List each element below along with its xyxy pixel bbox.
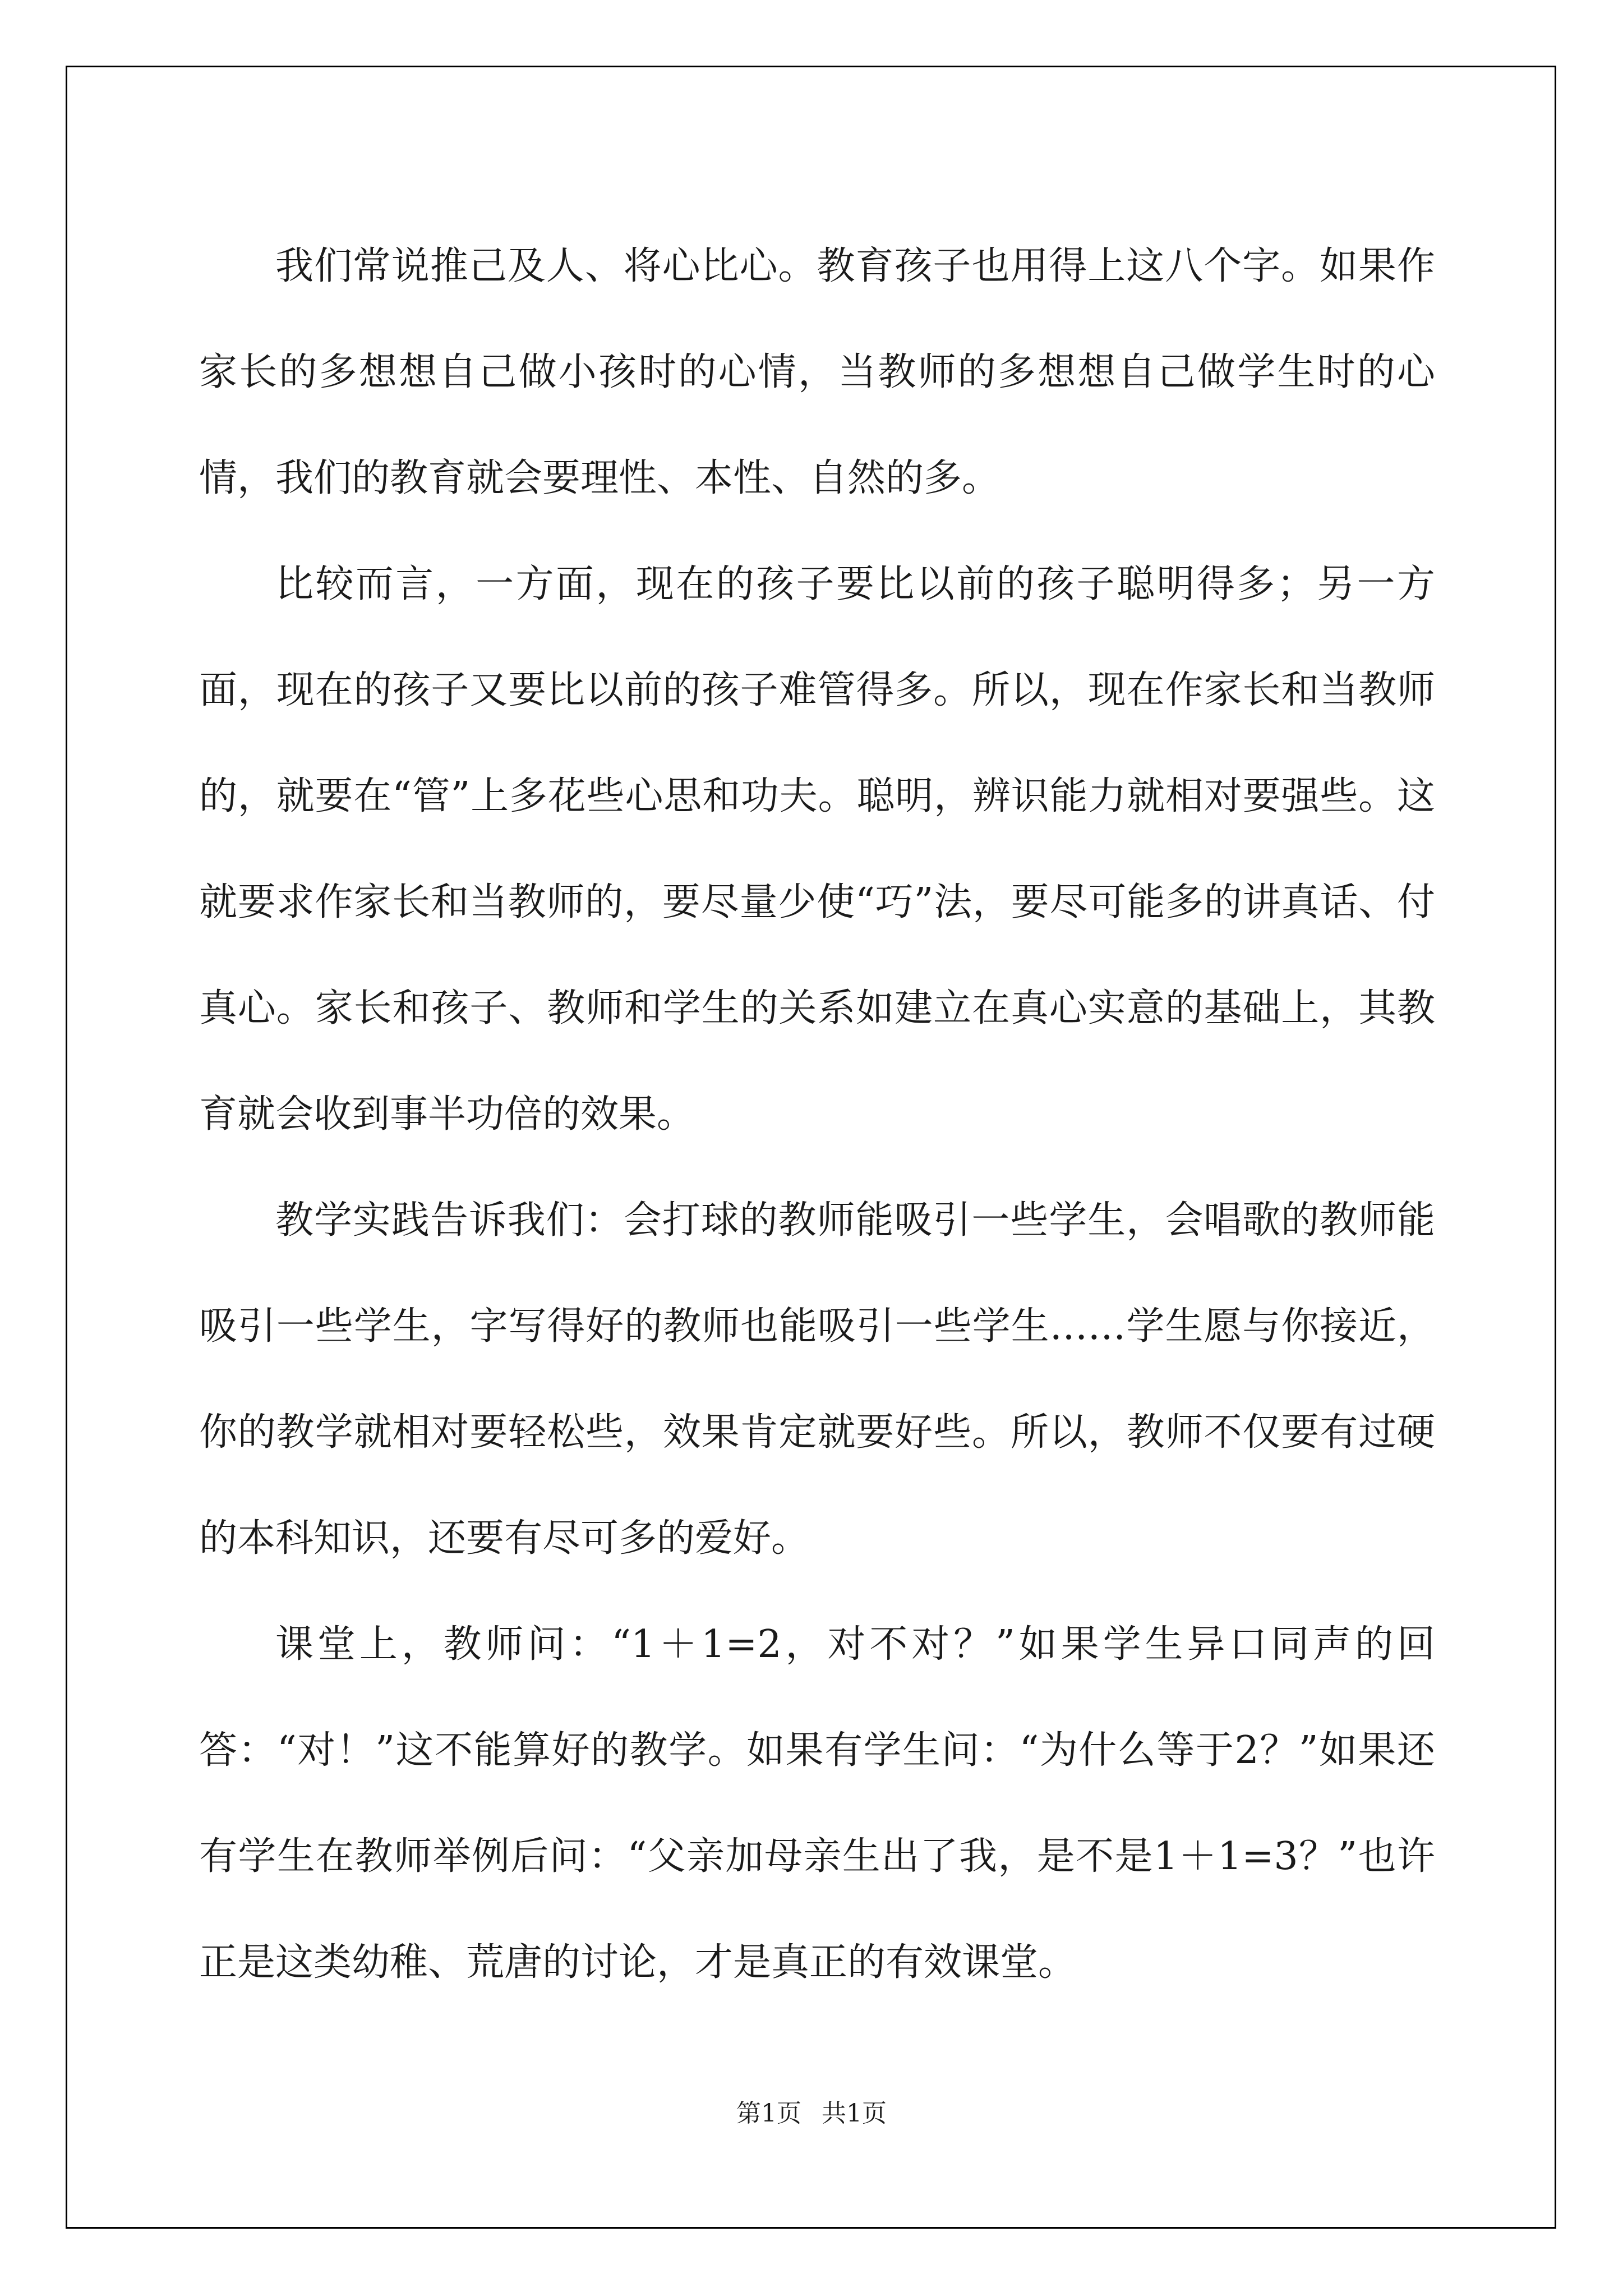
document-body <box>199 213 1435 2016</box>
page-number: 第1页 <box>736 2099 801 2128</box>
paragraph-1: 我们常说推己及人、将心比心。教育孩子也用得上这八个字。如果作家长的多想想自己做小孩时的心情，当教师的多想想自己做学生时的心情，我们的教育就会要理性、本性、自然的多。 <box>199 244 1435 500</box>
paragraph-2: 比较而言，一方面，现在的孩子要比以前的孩子聪明得多；另一方面，现在的孩子又要比以前的孩子难管得多。所以，现在作家长和当教师的，就要在“管”上多花些心思和功夫。聪明，辨识能力就相对要强些。这就要求作家长和当教师的，要尽量少使“巧”法，要尽可能多的讲真话、付真心。家长和孩子、教师和学生的关系如建立在真心实意的基础上，其教育就会收到事半功倍的效果。 <box>199 562 1435 1137</box>
paragraph-3: 教学实践告诉我们：会打球的教师能吸引一些学生，会唱歌的教师能吸引一些学生，字写得好的教师也能吸引一些学生……学生愿与你接近，你的教学就相对要轻松些，效果肯定就要好些。所以，教师不仅要有过硬的本科知识，还要有尽可多的爱好。 <box>199 1198 1435 1561</box>
page-total: 共1页 <box>822 2099 887 2128</box>
paragraph-4: 课堂上，教师问：“1＋1=2，对不对？”如果学生异口同声的回答：“对！”这不能算好的教学。如果有学生问：“为什么等于2？”如果还有学生在教师举例后问：“父亲加母亲生出了我，是不是1＋1=3？”也许正是这类幼稚、荒唐的讨论，才是真正的有效课堂。 <box>199 1622 1435 1985</box>
page-footer <box>0 2097 1623 2131</box>
